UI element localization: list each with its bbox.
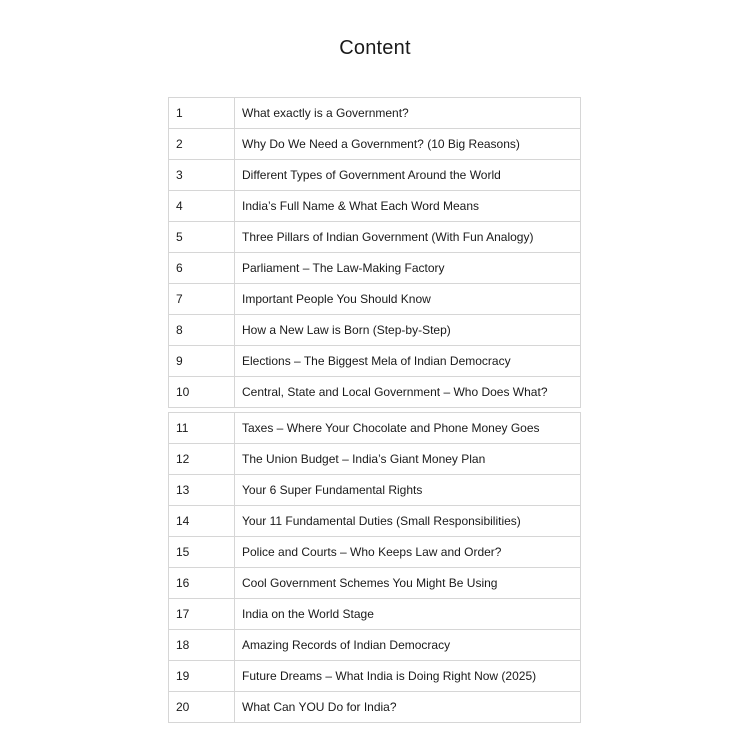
chapter-title: Elections – The Biggest Mela of Indian Democracy [235, 346, 581, 377]
chapter-title: Important People You Should Know [235, 284, 581, 315]
chapter-number: 20 [169, 692, 235, 723]
table-row [169, 506, 581, 537]
chapter-title: What exactly is a Government? [235, 98, 581, 129]
chapter-title: How a New Law is Born (Step-by-Step) [235, 315, 581, 346]
chapter-title: Parliament – The Law-Making Factory [235, 253, 581, 284]
chapter-number: 18 [169, 630, 235, 661]
chapter-title: Police and Courts – Who Keeps Law and Order? [235, 537, 581, 568]
chapter-number: 5 [169, 222, 235, 253]
table-row [169, 253, 581, 284]
chapter-number: 11 [169, 413, 235, 444]
table-row [169, 661, 581, 692]
table-row [169, 129, 581, 160]
chapter-number: 14 [169, 506, 235, 537]
table-row [169, 160, 581, 191]
table-row [169, 413, 581, 444]
chapter-number: 9 [169, 346, 235, 377]
chapter-title: What Can YOU Do for India? [235, 692, 581, 723]
chapter-title: Cool Government Schemes You Might Be Using [235, 568, 581, 599]
chapter-number: 19 [169, 661, 235, 692]
table-row [169, 222, 581, 253]
chapter-number: 17 [169, 599, 235, 630]
table-row [169, 630, 581, 661]
chapter-number: 10 [169, 377, 235, 408]
chapter-number: 15 [169, 537, 235, 568]
chapter-number: 8 [169, 315, 235, 346]
chapter-title: Future Dreams – What India is Doing Right Now (2025) [235, 661, 581, 692]
page-title: Content [339, 37, 411, 59]
table-row [169, 346, 581, 377]
table-row [169, 315, 581, 346]
table-row [169, 537, 581, 568]
table-row [169, 475, 581, 506]
contents-table-part-1 [168, 97, 581, 408]
chapter-number: 4 [169, 191, 235, 222]
chapter-number: 7 [169, 284, 235, 315]
chapter-title: Amazing Records of Indian Democracy [235, 630, 581, 661]
table-row [169, 568, 581, 599]
chapter-number: 2 [169, 129, 235, 160]
table-row [169, 692, 581, 723]
chapter-number: 13 [169, 475, 235, 506]
chapter-title: Your 6 Super Fundamental Rights [235, 475, 581, 506]
chapter-title: Your 11 Fundamental Duties (Small Responsibilities) [235, 506, 581, 537]
chapter-title: India on the World Stage [235, 599, 581, 630]
table-row [169, 191, 581, 222]
chapter-title: Three Pillars of Indian Government (With Fun Analogy) [235, 222, 581, 253]
chapter-number: 16 [169, 568, 235, 599]
table-row [169, 98, 581, 129]
table-row [169, 444, 581, 475]
chapter-title: Different Types of Government Around the World [235, 160, 581, 191]
table-row [169, 284, 581, 315]
chapter-number: 12 [169, 444, 235, 475]
chapter-number: 3 [169, 160, 235, 191]
contents-table-part-2 [168, 412, 581, 723]
chapter-title: Taxes – Where Your Chocolate and Phone Money Goes [235, 413, 581, 444]
chapter-title: Why Do We Need a Government? (10 Big Reasons) [235, 129, 581, 160]
chapter-number: 1 [169, 98, 235, 129]
chapter-title: Central, State and Local Government – Who Does What? [235, 377, 581, 408]
table-row [169, 377, 581, 408]
chapter-title: India’s Full Name & What Each Word Means [235, 191, 581, 222]
chapter-number: 6 [169, 253, 235, 284]
chapter-title: The Union Budget – India’s Giant Money Plan [235, 444, 581, 475]
table-row [169, 599, 581, 630]
